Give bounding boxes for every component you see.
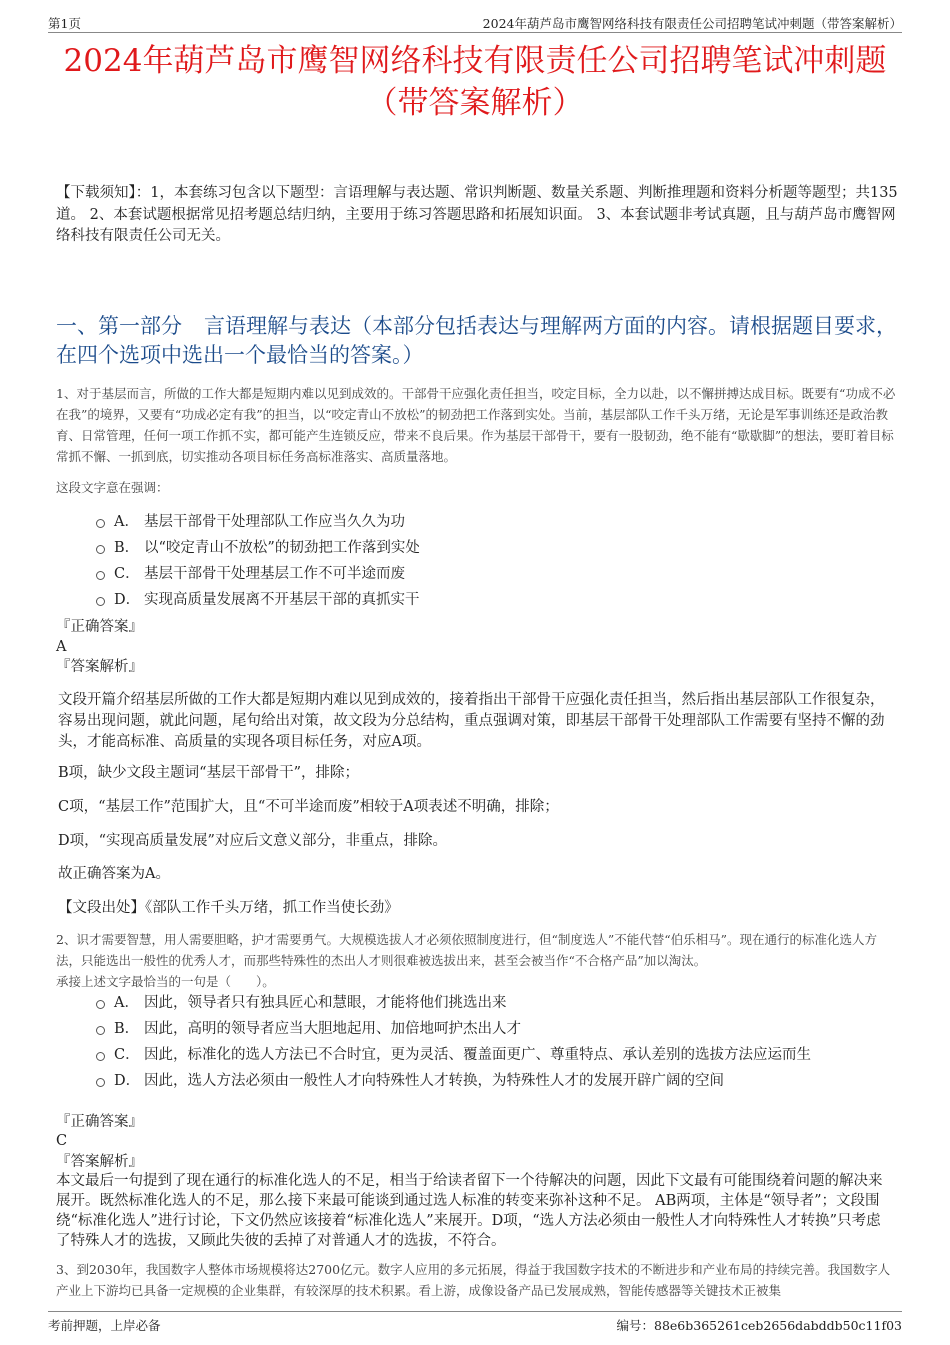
option-text: 因此，领导者只有独具匠心和慧眼，才能将他们挑选出来: [144, 995, 507, 1011]
option-letter: D．: [114, 592, 141, 608]
footer-doc-id: 编号：88e6b365261ceb2656dabddb50c11f03: [616, 1318, 902, 1333]
q1-analysis-d: D项，“实现高质量发展”对应后文意义部分，非重点，排除。: [58, 833, 447, 849]
q1-analysis-c: C项，“基层工作”范围扩大，且“不可半途而废”相较于A项表述不明确，排除；: [58, 799, 559, 815]
option-letter: B．: [114, 540, 140, 556]
radio-icon[interactable]: [96, 1078, 105, 1087]
q2-option-c[interactable]: [96, 1042, 902, 1068]
q1-analysis-label: 『答案解析』: [56, 659, 143, 675]
option-letter: B．: [114, 1021, 140, 1037]
option-text: 因此，选人方法必须由一般性人才向特殊性人才转换，为特殊性人才的发展开辟广阔的空间: [144, 1073, 724, 1089]
download-notice: 【下载须知】：1，本套练习包含以下题型：言语理解与表达题、常识判断题、数量关系题、判断推理题和资料分析题等题型；共135道。 2、本套试题根据常见招考题总结归纳，主要用于练习答题思路和拓展知识面。 3、本套试题非考试真题，且与葫芦岛市鹰智网络科技有限责任公司无关。: [56, 185, 898, 244]
option-text: 基层干部骨干处理基层工作不可半途而废: [144, 566, 405, 582]
q1-option-a[interactable]: [96, 509, 902, 535]
option-letter: A．: [114, 514, 139, 530]
header-doc-title: 2024年葫芦岛市鹰智网络科技有限责任公司招聘笔试冲刺题（带答案解析）: [482, 16, 902, 31]
option-letter: D．: [114, 1073, 141, 1089]
radio-icon[interactable]: [96, 1026, 105, 1035]
page-header: [48, 12, 902, 33]
q2-answer-label: 『正确答案』: [56, 1114, 143, 1130]
q1-analysis: 文段开篇介绍基层所做的工作大都是短期内难以见到成效的，接着指出干部骨干应强化责任担当，然后指出基层部队工作很复杂，容易出现问题，就此问题，尾句给出对策，故文段为分总结构，重点强调对策，即基层干部骨干处理部队工作需要有坚持不懈的劲头，才能高标准、高质量的实现各项目标任务，对应A项。: [58, 692, 885, 750]
option-text: 基层干部骨干处理部队工作应当久久为功: [144, 514, 405, 530]
q1-option-b[interactable]: [96, 535, 902, 561]
radio-icon[interactable]: [96, 597, 105, 606]
q1-source: 【文段出处】《部队工作千头万绪，抓工作当使长劲》: [58, 900, 399, 916]
option-letter: C．: [114, 1047, 140, 1063]
option-letter: A．: [114, 995, 139, 1011]
q2-answer: C: [56, 1133, 68, 1149]
q2-options: [96, 990, 902, 1094]
title-line-1: 2024年葫芦岛市鹰智网络科技有限责任公司招聘笔试冲刺题: [63, 43, 887, 79]
option-text: 以“咬定青山不放松”的韧劲把工作落到实处: [144, 540, 420, 556]
page-number: 第1页: [48, 16, 81, 31]
q1-options: [96, 509, 902, 613]
q1-text: 1、对于基层而言，所做的工作大都是短期内难以见到成效的。干部骨干应强化责任担当，咬定目标，全力以赴，以不懈拼搏达成目标。既要有“功成不必在我”的境界，又要有“功成必定有我”的担当，以“咬定青山不放松”的韧劲把工作落到实处。当前，基层部队工作千头万绪，无论是军事训练还是政治教育、日常管理，任何一项工作抓不实，都可能产生连锁反应，带来不良后果。作为基层干部骨干，要有一股韧劲，绝不能有“歇歇脚”的想法，要盯着目标常抓不懈、一抓到底，切实推动各项目标任务高标准落实、高质量落地。: [56, 386, 896, 464]
radio-icon[interactable]: [96, 571, 105, 580]
q2-text: 2、识才需要智慧，用人需要胆略，护才需要勇气。大规模选拔人才必须依照制度进行，但“制度选人”不能代替“伯乐相马”。现在通行的标准化选人方法，只能选出一般性的优秀人才，而那些特殊性的杰出人才则很难被选拔出来，甚至会被当作“不合格产品”加以淘汰。: [56, 932, 878, 968]
option-text: 因此，高明的领导者应当大胆地起用、加倍地呵护杰出人才: [144, 1021, 521, 1037]
title-line-2: （带答案解析）: [366, 85, 584, 121]
section-number: 一、第一部分: [56, 314, 182, 338]
q1-option-d[interactable]: [96, 587, 902, 613]
page-title: [40, 40, 910, 124]
q1-answer: A: [56, 639, 67, 655]
footer-slogan: 考前押题，上岸必备: [48, 1318, 161, 1333]
q1-stem: 这段文字意在强调：: [56, 480, 169, 495]
q1-conclusion: 故正确答案为A。: [58, 866, 170, 882]
option-text: 因此，标准化的选人方法已不合时宜，更为灵活、覆盖面更广、尊重特点、承认差别的选拔方法应运而生: [144, 1047, 811, 1063]
q3-text: 3、到2030年，我国数字人整体市场规模将达2700亿元。数字人应用的多元拓展，得益于我国数字技术的不断进步和产业布局的持续完善。我国数字人产业上下游均已具备一定规模的企业集群，有较深厚的技术积累。看上游，成像设备产品已发展成熟，智能传感器等关键技术正被集: [56, 1262, 891, 1298]
radio-icon[interactable]: [96, 519, 105, 528]
q2-option-d[interactable]: [96, 1068, 902, 1094]
q1-answer-label: 『正确答案』: [56, 619, 143, 635]
q1-option-c[interactable]: [96, 561, 902, 587]
radio-icon[interactable]: [96, 545, 105, 554]
q2-option-b[interactable]: [96, 1016, 902, 1042]
option-letter: C．: [114, 566, 140, 582]
section-heading: [56, 312, 902, 370]
radio-icon[interactable]: [96, 1000, 105, 1009]
page-footer: [48, 1311, 902, 1334]
section-text: 言语理解与表达（本部分包括表达与理解两方面的内容。请根据题目要求，在四个选项中选出一个最恰当的答案。）: [56, 314, 897, 367]
radio-icon[interactable]: [96, 1052, 105, 1061]
q2-option-a[interactable]: [96, 990, 902, 1016]
q1-analysis-b: B项，缺少文段主题词“基层干部骨干”，排除；: [58, 765, 359, 781]
option-text: 实现高质量发展离不开基层干部的真抓实干: [144, 592, 420, 608]
q2-analysis: 本文最后一句提到了现在通行的标准化选人的不足，相当于给读者留下一个待解决的问题，因此下文最有可能围绕着问题的解决来展开。既然标准化选人的不足，那么接下来最可能谈到通过选人标准的转变来弥补这种不足。 AB两项，主体是“领导者”；文段围绕“标准化选人”进行讨论，下文仍然应该接着“标准化选人”来展开。D项，“选人方法必须由一般性人才向特殊性人才转换”只考虑了特殊人才的选拔，又顾此失彼的丢掉了对普通人才的选拔，不符合。: [56, 1173, 883, 1249]
q2-analysis-label: 『答案解析』: [56, 1154, 143, 1170]
q2-stem: 承接上述文字最恰当的一句是（ ）。: [56, 974, 275, 989]
